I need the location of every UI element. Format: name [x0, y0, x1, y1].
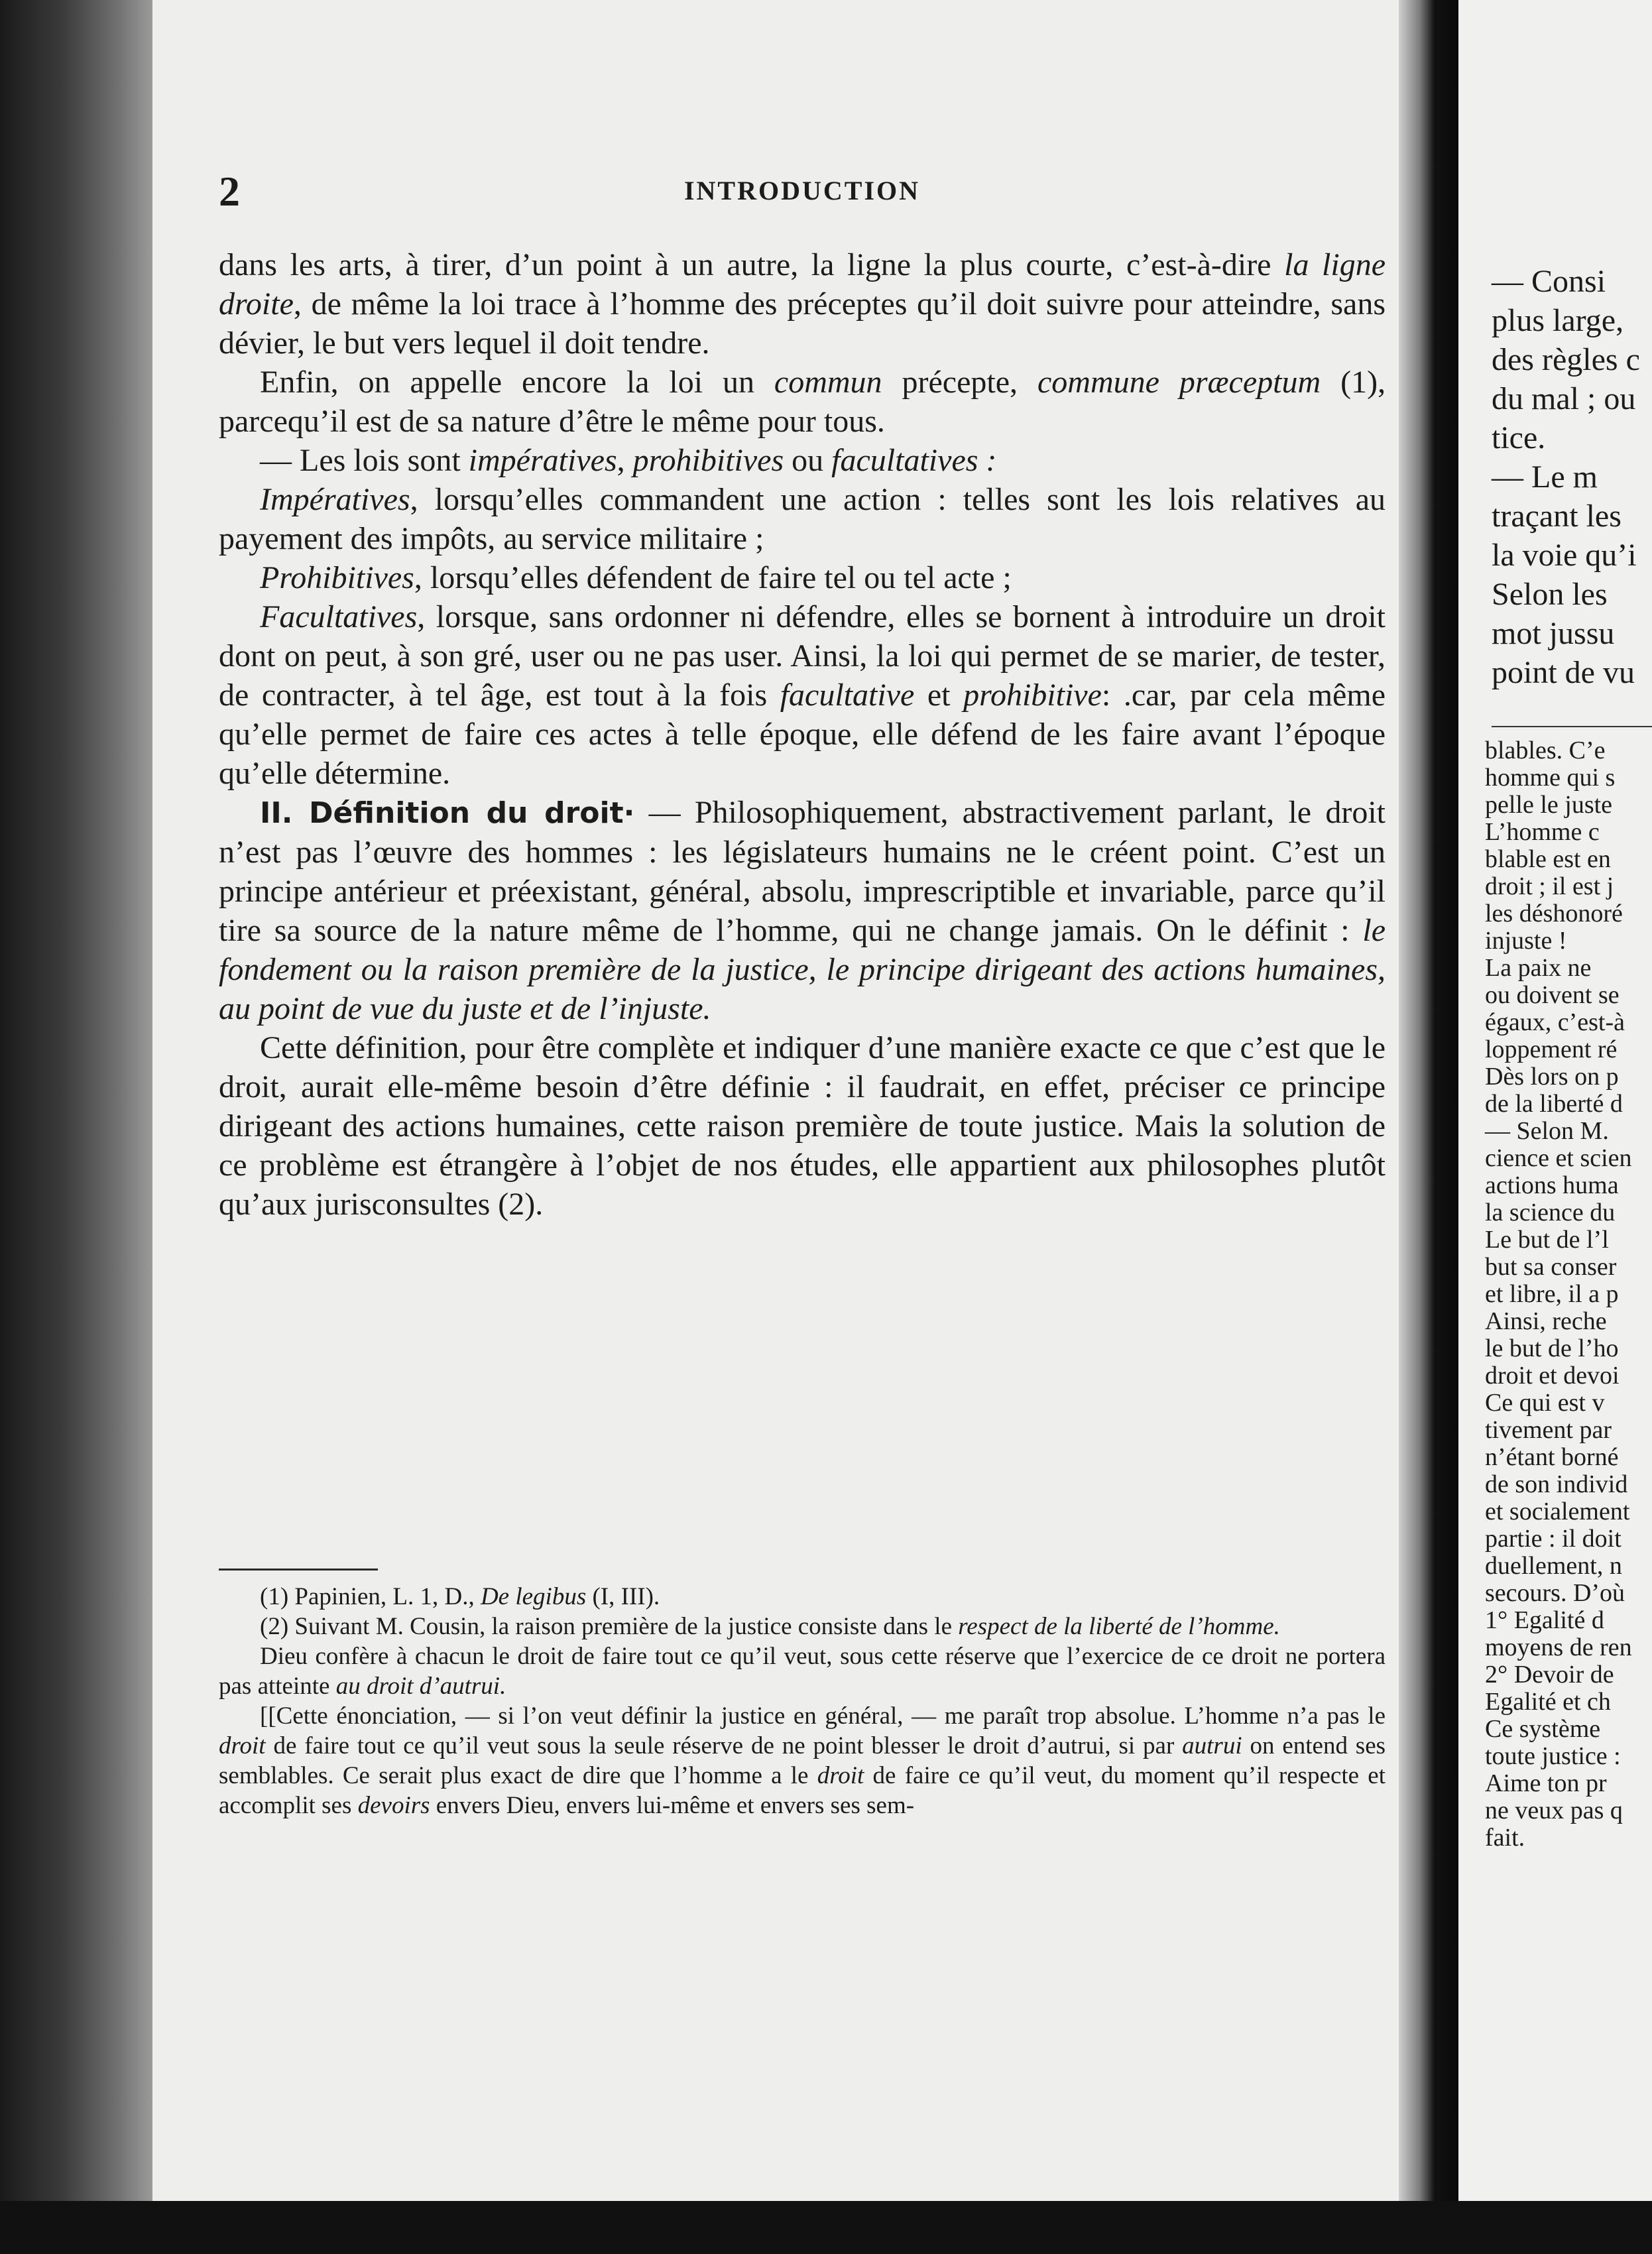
- footnote: Dieu confère à chacun le droit de faire tout ce qu’il veut, sous cette réserve que l’exercice de ce droit ne portera pas atteinte au droit d’autrui.: [219, 1643, 1386, 1700]
- facing-page-line: Aime ton pr: [1485, 1769, 1607, 1797]
- facing-page-line: Ce système: [1485, 1715, 1601, 1743]
- facing-page-line: mot jussu: [1492, 616, 1615, 651]
- facing-page-text: [1492, 262, 1652, 692]
- facing-page-line: et libre, il a p: [1485, 1280, 1619, 1308]
- main-text: [219, 245, 1386, 1224]
- facing-page-line: droit et devoi: [1485, 1362, 1620, 1390]
- facing-page-line: la voie qu’i: [1492, 538, 1637, 573]
- facing-page-line: Le but de l’l: [1485, 1226, 1609, 1254]
- facing-page-line: cience et scien: [1485, 1144, 1632, 1172]
- paragraph: Prohibitives, lorsqu’elles défendent de faire tel ou tel acte ;: [260, 560, 1012, 595]
- paragraph: Cette définition, pour être complète et indiquer d’une manière exacte ce que c’est que le droit, aurait elle-même besoin d’être définie : il faudrait, en effet, préciser ce principe dirigeant des actions humaines, cette raison première de toute justice. Mais la solution de ce problème est étrangère à l’objet de nos études, elle appartient aux philosophes plutôt qu’aux jurisconsultes (2).: [219, 1030, 1386, 1222]
- facing-page-line: le but de l’ho: [1485, 1335, 1619, 1362]
- facing-page-line: partie : il doit: [1485, 1525, 1622, 1553]
- facing-page-line: — Selon M.: [1485, 1117, 1609, 1145]
- footnote: [[Cette énonciation, — si l’on veut définir la justice en général, — me paraît trop absolue. L’homme n’a pas le droit de faire tout ce qu’il veut sous la seule réserve de ne point blesser le droit d’autrui, si par autrui on entend ses semblables. Ce serait plus exact de dire que l’homme a le droit de faire ce qu’il veut, du moment qu’il respecte et accomplit ses devoirs envers Dieu, envers lui-même et envers ses sem-: [219, 1702, 1386, 1819]
- facing-page-line: ou doivent se: [1485, 981, 1620, 1009]
- facing-page-line: blables. C’e: [1485, 737, 1606, 764]
- scan-bottom-edge: [0, 2201, 1652, 2254]
- facing-page-line: de la liberté d: [1485, 1090, 1623, 1118]
- paragraph: dans les arts, à tirer, d’un point à un autre, la ligne la plus courte, c’est-à-dire la ligne droite, de même la loi trace à l’homme des préceptes qu’il doit suivre pour atteindre, sans dévier, le but vers lequel il doit tendre.: [219, 247, 1386, 361]
- section-paragraph: II. Définition du droit· — Philosophiquement, abstractivement parlant, le droit n’est pas l’œuvre des hommes : les législateurs humains ne le créent point. C’est un principe antérieur et préexistant, général, absolu, imprescriptible et invariable, parce qu’il tire sa source de la nature même de l’homme, qui ne change jamais. On le définit : le fondement ou la raison première de la justice, le principe dirigeant des actions humaines, au point de vue du juste et de l’injuste.: [219, 795, 1386, 1026]
- facing-page-line: la science du: [1485, 1199, 1616, 1226]
- facing-page-line: n’étant borné: [1485, 1443, 1619, 1471]
- facing-page-line: pelle le juste: [1485, 791, 1613, 819]
- facing-page-line: du mal ; ou: [1492, 381, 1636, 416]
- facing-page-line: plus large,: [1492, 303, 1624, 338]
- facing-footnote-rule: [1492, 726, 1652, 727]
- facing-page-line: homme qui s: [1485, 764, 1616, 792]
- facing-page-line: injuste !: [1485, 927, 1567, 955]
- facing-page-line: toute justice :: [1485, 1742, 1621, 1770]
- footnote-rule: [219, 1569, 378, 1571]
- facing-page-line: — Le m: [1492, 459, 1598, 495]
- facing-page-line: La paix ne: [1485, 954, 1592, 982]
- paragraph: Enfin, on appelle encore la loi un commun précepte, commune præceptum (1), parcequ’il est de sa nature d’être le même pour tous.: [219, 365, 1386, 439]
- paragraph: — Les lois sont impératives, prohibitives ou facultatives :: [260, 443, 997, 478]
- facing-page-line: tice.: [1492, 420, 1546, 455]
- facing-page-line: fait.: [1485, 1824, 1525, 1852]
- facing-page-line: droit ; il est j: [1485, 872, 1614, 900]
- facing-page-line: Dès lors on p: [1485, 1063, 1619, 1091]
- footnote: (1) Papinien, L. 1, D., De legibus (I, III).: [260, 1583, 660, 1610]
- facing-page-line: L’homme c: [1485, 818, 1600, 846]
- facing-page-line: les déshonoré: [1485, 900, 1623, 927]
- facing-page-line: moyens de ren: [1485, 1633, 1632, 1661]
- facing-page: [1458, 0, 1652, 2208]
- facing-page-line: blable est en: [1485, 845, 1611, 873]
- running-head: INTRODUCTION: [683, 176, 921, 206]
- facing-page-line: Selon les: [1492, 577, 1608, 612]
- page-number: 2: [219, 168, 240, 215]
- facing-page-line: loppement ré: [1485, 1036, 1618, 1063]
- facing-page-line: point de vu: [1492, 655, 1635, 690]
- scan-left-edge: [0, 0, 152, 2254]
- facing-page-line: — Consi: [1492, 264, 1606, 299]
- facing-page-line: Egalité et ch: [1485, 1688, 1611, 1716]
- facing-page-line: Ainsi, reche: [1485, 1307, 1607, 1335]
- facing-page-line: de son individ: [1485, 1470, 1628, 1498]
- facing-page-notes: [1485, 737, 1652, 1852]
- facing-page-line: duellement, n: [1485, 1552, 1622, 1580]
- book-gutter: [1399, 0, 1458, 2254]
- footnotes: [219, 1582, 1386, 1820]
- facing-page-line: actions huma: [1485, 1171, 1619, 1199]
- footnote: (2) Suivant M. Cousin, la raison première de la justice consiste dans le respect de la liberté de l’homme.: [260, 1613, 1280, 1640]
- page-header: [219, 167, 1386, 213]
- facing-page-line: 2° Devoir de: [1485, 1661, 1614, 1689]
- section-title: II. Définition du droit·: [260, 796, 635, 830]
- facing-page-line: but sa conser: [1485, 1253, 1617, 1281]
- paragraph: Facultatives, lorsque, sans ordonner ni défendre, elles se bornent à introduire un droit dont on peut, à son gré, user ou ne pas user. Ainsi, la loi qui permet de se marier, de tester, de contracter, à tel âge, est tout à la fois facultative et prohibitive: .car, par cela même qu’elle permet de faire ces actes à telle époque, elle défend de les faire avant l’époque qu’elle détermine.: [219, 599, 1386, 791]
- facing-page-line: ne veux pas q: [1485, 1797, 1623, 1824]
- facing-page-line: des règles c: [1492, 342, 1640, 377]
- facing-page-line: 1° Egalité d: [1485, 1606, 1604, 1634]
- facing-page-line: secours. D’où: [1485, 1579, 1625, 1607]
- paragraph: Impératives, lorsqu’elles commandent une action : telles sont les lois relatives au payement des impôts, au service militaire ;: [219, 482, 1386, 556]
- facing-page-line: Ce qui est v: [1485, 1389, 1605, 1417]
- facing-page-line: et socialement: [1485, 1498, 1630, 1525]
- facing-page-line: tivement par: [1485, 1416, 1612, 1444]
- facing-page-line: traçant les: [1492, 499, 1622, 534]
- facing-page-line: égaux, c’est-à: [1485, 1008, 1625, 1036]
